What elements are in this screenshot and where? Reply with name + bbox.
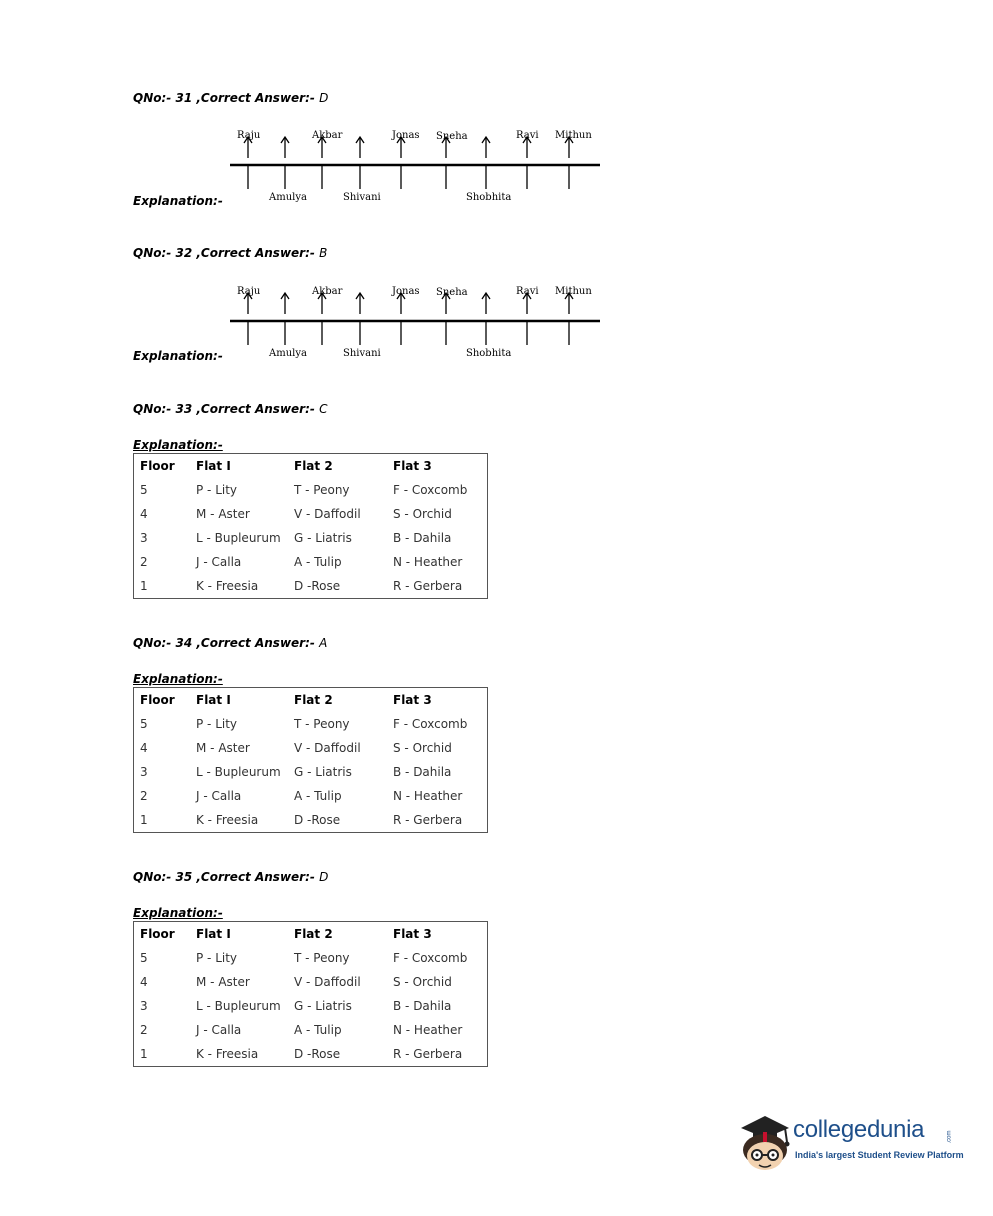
seating-diagram xyxy=(225,125,605,205)
table-cell: B - Dahila xyxy=(393,999,452,1013)
brand-name: collegedunia xyxy=(793,1116,925,1143)
brand-tagline: India's largest Student Review Platform xyxy=(795,1150,964,1160)
explanation-label: Explanation:- xyxy=(133,906,223,920)
table-cell: L - Bupleurum xyxy=(196,999,281,1013)
table-cell: 1 xyxy=(140,579,148,593)
name-ravi: Ravi xyxy=(516,130,539,141)
table-cell: N - Heather xyxy=(393,1023,463,1037)
table-cell: 5 xyxy=(140,951,148,965)
table-cell: J - Calla xyxy=(196,1023,242,1037)
table-cell: S - Orchid xyxy=(393,975,452,989)
table-cell: P - Lity xyxy=(196,717,238,731)
table-cell: 4 xyxy=(140,507,148,521)
name-shivani: Shivani xyxy=(343,192,381,203)
table-row xyxy=(134,574,488,599)
name-amulya: Amulya xyxy=(269,192,307,203)
table-cell: M - Aster xyxy=(196,741,250,755)
table-cell: L - Bupleurum xyxy=(196,765,281,779)
table-row xyxy=(134,784,488,808)
table-row xyxy=(134,760,488,784)
table-cell: B - Dahila xyxy=(393,765,452,779)
column-header: Flat 2 xyxy=(294,459,333,473)
name-ravi: Ravi xyxy=(516,286,539,297)
table-header-row xyxy=(134,922,488,947)
table-cell: 3 xyxy=(140,531,148,545)
table-row xyxy=(134,1018,488,1042)
question-number: 32 xyxy=(175,246,193,260)
table-cell: 4 xyxy=(140,975,148,989)
table-cell: 5 xyxy=(140,483,148,497)
explanation-label: Explanation:- xyxy=(133,672,223,686)
table-cell: G - Liatris xyxy=(294,765,352,779)
column-header: Flat I xyxy=(196,927,231,941)
table-cell: N - Heather xyxy=(393,555,463,569)
table-row xyxy=(134,970,488,994)
table-cell: S - Orchid xyxy=(393,741,452,755)
table-cell: T - Peony xyxy=(294,951,350,965)
table-cell: R - Gerbera xyxy=(393,813,463,827)
flats-table xyxy=(133,453,488,599)
table-header-row xyxy=(134,688,488,713)
table-cell: L - Bupleurum xyxy=(196,531,281,545)
qno-label: QNo:- xyxy=(133,636,172,650)
mascot-icon xyxy=(735,1108,795,1178)
answer-label: ,Correct Answer:- xyxy=(196,636,315,650)
column-header: Floor xyxy=(140,693,175,707)
table-cell: 2 xyxy=(140,789,148,803)
column-header: Flat 3 xyxy=(393,927,432,941)
column-header: Floor xyxy=(140,927,175,941)
table-cell: S - Orchid xyxy=(393,507,452,521)
column-header: Flat I xyxy=(196,459,231,473)
table-row xyxy=(134,1042,488,1067)
table-cell: B - Dahila xyxy=(393,531,452,545)
name-mithun: Mithun xyxy=(555,286,592,297)
question-number: 31 xyxy=(175,91,193,105)
table-row xyxy=(134,550,488,574)
table-cell: K - Freesia xyxy=(196,813,259,827)
name-jonas: Jonas xyxy=(392,286,420,297)
question-number: 33 xyxy=(175,402,193,416)
table-cell: 3 xyxy=(140,765,148,779)
table-cell: J - Calla xyxy=(196,789,242,803)
explanation-label: Explanation:- xyxy=(133,194,223,208)
qno-label: QNo:- xyxy=(133,870,172,884)
table-cell: P - Lity xyxy=(196,483,238,497)
question-number: 34 xyxy=(175,636,193,650)
name-shobhita: Shobhita xyxy=(466,348,512,359)
answer-label: ,Correct Answer:- xyxy=(196,246,315,260)
table-cell: G - Liatris xyxy=(294,999,352,1013)
column-header: Flat 3 xyxy=(393,693,432,707)
question-header-35 xyxy=(133,870,328,884)
table-cell: 2 xyxy=(140,1023,148,1037)
table-cell: F - Coxcomb xyxy=(393,717,468,731)
name-shivani: Shivani xyxy=(343,348,381,359)
table-cell: A - Tulip xyxy=(294,555,342,569)
table-row xyxy=(134,478,488,502)
question-header-31 xyxy=(133,91,328,105)
name-jonas: Jonas xyxy=(392,130,420,141)
question-header-34 xyxy=(133,636,327,650)
table-row xyxy=(134,736,488,760)
table-cell: R - Gerbera xyxy=(393,1047,463,1061)
table-cell: K - Freesia xyxy=(196,1047,259,1061)
table-row xyxy=(134,502,488,526)
name-raju: Raju xyxy=(237,286,261,297)
collegedunia-logo xyxy=(735,1108,965,1178)
question-header-33 xyxy=(133,402,327,416)
table-cell: 2 xyxy=(140,555,148,569)
flats-table xyxy=(133,921,488,1067)
table-cell: V - Daffodil xyxy=(294,975,361,989)
table-cell: N - Heather xyxy=(393,789,463,803)
correct-answer: D xyxy=(319,870,329,884)
table-cell: F - Coxcomb xyxy=(393,951,468,965)
table-cell: V - Daffodil xyxy=(294,741,361,755)
table-cell: 4 xyxy=(140,741,148,755)
flats-table xyxy=(133,687,488,833)
correct-answer: A xyxy=(319,636,328,650)
table-cell: D -Rose xyxy=(294,579,341,593)
table-cell: 3 xyxy=(140,999,148,1013)
table-cell: V - Daffodil xyxy=(294,507,361,521)
table-cell: T - Peony xyxy=(294,717,350,731)
name-amulya: Amulya xyxy=(269,348,307,359)
table-cell: D -Rose xyxy=(294,1047,341,1061)
answer-label: ,Correct Answer:- xyxy=(196,91,315,105)
table-cell: M - Aster xyxy=(196,507,250,521)
table-cell: A - Tulip xyxy=(294,789,342,803)
table-cell: M - Aster xyxy=(196,975,250,989)
correct-answer: D xyxy=(319,91,329,105)
qno-label: QNo:- xyxy=(133,402,172,416)
table-cell: G - Liatris xyxy=(294,531,352,545)
table-cell: D -Rose xyxy=(294,813,341,827)
table-row xyxy=(134,994,488,1018)
answer-label: ,Correct Answer:- xyxy=(196,402,315,416)
name-sneha: Sneha xyxy=(436,287,468,298)
question-header-32 xyxy=(133,246,327,260)
column-header: Flat I xyxy=(196,693,231,707)
column-header: Flat 3 xyxy=(393,459,432,473)
table-cell: R - Gerbera xyxy=(393,579,463,593)
column-header: Flat 2 xyxy=(294,927,333,941)
table-cell: 1 xyxy=(140,1047,148,1061)
table-header-row xyxy=(134,454,488,479)
table-cell: 5 xyxy=(140,717,148,731)
name-raju: Raju xyxy=(237,130,261,141)
table-cell: J - Calla xyxy=(196,555,242,569)
column-header: Floor xyxy=(140,459,175,473)
brand-com: .com xyxy=(946,1130,953,1144)
name-akbar: Akbar xyxy=(312,130,343,141)
table-row xyxy=(134,712,488,736)
column-header: Flat 2 xyxy=(294,693,333,707)
explanation-label: Explanation:- xyxy=(133,438,223,452)
name-akbar: Akbar xyxy=(312,286,343,297)
table-cell: K - Freesia xyxy=(196,579,259,593)
table-row xyxy=(134,808,488,833)
seating-diagram xyxy=(225,281,605,361)
correct-answer: C xyxy=(319,402,328,416)
table-cell: T - Peony xyxy=(294,483,350,497)
table-row xyxy=(134,946,488,970)
correct-answer: B xyxy=(319,246,328,260)
explanation-label: Explanation:- xyxy=(133,349,223,363)
table-cell: 1 xyxy=(140,813,148,827)
answer-label: ,Correct Answer:- xyxy=(196,870,315,884)
qno-label: QNo:- xyxy=(133,91,172,105)
table-row xyxy=(134,526,488,550)
name-mithun: Mithun xyxy=(555,130,592,141)
question-number: 35 xyxy=(175,870,193,884)
qno-label: QNo:- xyxy=(133,246,172,260)
name-sneha: Sneha xyxy=(436,131,468,142)
table-cell: P - Lity xyxy=(196,951,238,965)
table-cell: F - Coxcomb xyxy=(393,483,468,497)
table-cell: A - Tulip xyxy=(294,1023,342,1037)
name-shobhita: Shobhita xyxy=(466,192,512,203)
